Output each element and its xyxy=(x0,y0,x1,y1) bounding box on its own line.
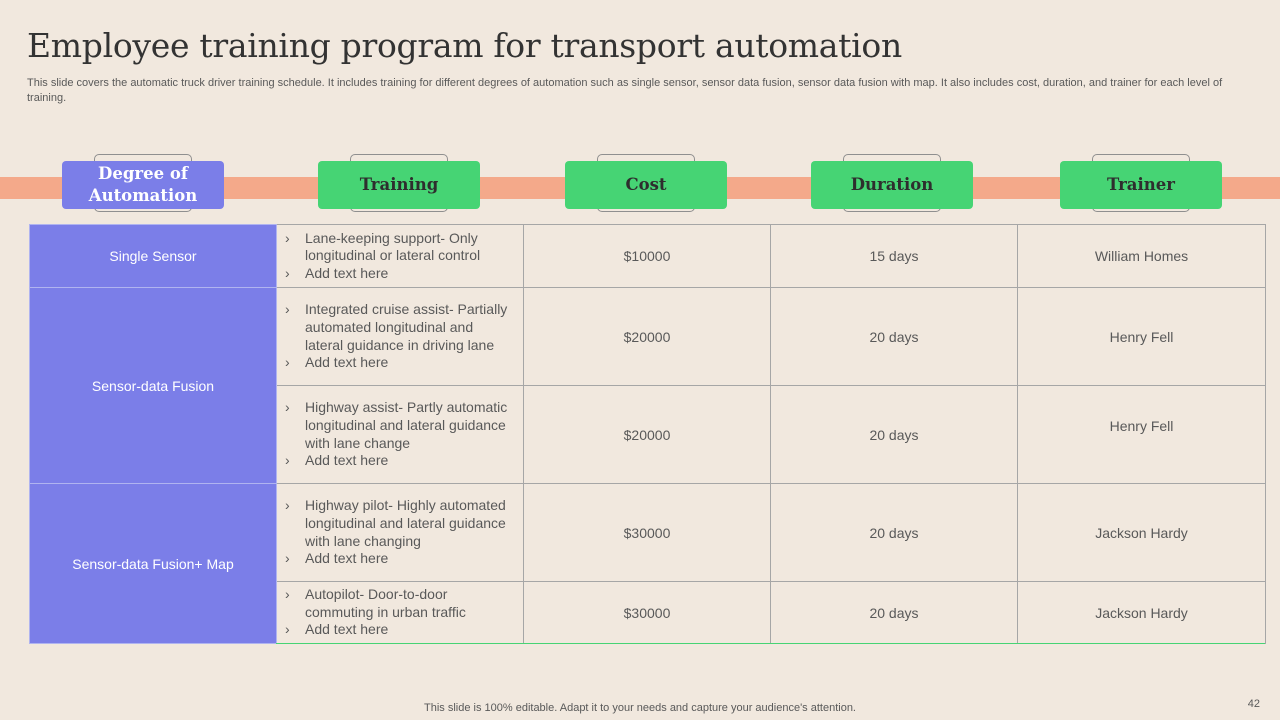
training-text: Highway assist- Partly automatic longitudinal and lateral guidance with lane change xyxy=(305,399,508,451)
cost-cell: $30000 xyxy=(524,484,771,582)
cost-cell: $20000 xyxy=(524,288,771,386)
header-degree xyxy=(62,161,224,209)
table-bottom-accent xyxy=(276,643,1265,644)
chevron-right-icon: › xyxy=(285,621,290,638)
list-item xyxy=(285,399,513,452)
list-item xyxy=(285,550,513,568)
chevron-right-icon: › xyxy=(285,586,290,603)
trainer-cell: Jackson Hardy xyxy=(1018,582,1266,644)
chevron-right-icon: › xyxy=(285,229,290,246)
header-training-label: Training xyxy=(359,175,439,194)
list-item xyxy=(285,301,513,354)
list-item xyxy=(285,497,513,550)
training-text: Integrated cruise assist- Partially automated longitudinal and lateral guidance in driving lane xyxy=(305,301,508,353)
header-cost-label: Cost xyxy=(625,175,667,194)
duration-cell: 20 days xyxy=(771,484,1018,582)
slide-footer: This slide is 100% editable. Adapt it to your needs and capture your audience's attention. xyxy=(424,702,856,714)
training-text: Lane-keeping support- Only longitudinal or lateral control xyxy=(305,229,481,264)
duration-cell: 15 days xyxy=(771,225,1018,288)
list-item xyxy=(285,621,513,639)
training-table xyxy=(29,224,1266,644)
chevron-right-icon: › xyxy=(285,354,290,371)
training-text: Autopilot- Door-to-door commuting in urban traffic xyxy=(305,586,466,620)
cost-cell: $30000 xyxy=(524,582,771,644)
duration-cell: 20 days xyxy=(771,582,1018,644)
chevron-right-icon: › xyxy=(285,497,290,514)
degree-cell: Sensor-data Fusion xyxy=(30,288,277,484)
list-item xyxy=(285,354,513,372)
header-trainer xyxy=(1060,161,1222,209)
training-text: Add text here xyxy=(305,621,389,638)
training-text: Add text here xyxy=(305,550,389,567)
duration-cell: 20 days xyxy=(771,288,1018,386)
table-row xyxy=(30,288,1266,386)
training-cell xyxy=(277,225,524,288)
chevron-right-icon: › xyxy=(285,264,290,281)
degree-cell: Sensor-data Fusion+ Map xyxy=(30,484,277,644)
chevron-right-icon: › xyxy=(285,550,290,567)
training-text: Highway pilot- Highly automated longitudinal and lateral guidance with lane changing xyxy=(305,497,506,549)
slide-subtitle: This slide covers the automatic truck driver training schedule. It includes training for different degrees of automation such as single sensor, sensor data fusion, sensor data fusion with map. It also includes cost, duration, and trainer for each level of training. xyxy=(27,77,1223,104)
training-text: Add text here xyxy=(305,354,389,371)
header-cost xyxy=(565,161,727,209)
slide-title: Employee training program for transport automation xyxy=(27,26,902,65)
page-number: 42 xyxy=(1247,698,1260,710)
header-training xyxy=(318,161,480,209)
list-item xyxy=(285,452,513,470)
trainer-cell: Jackson Hardy xyxy=(1018,484,1266,582)
cost-cell: $20000 xyxy=(524,386,771,484)
header-degree-label: Degree of Automation xyxy=(88,164,198,205)
trainer-cell: Henry Fell xyxy=(1018,386,1266,484)
trainer-cell: Henry Fell xyxy=(1018,288,1266,386)
list-item xyxy=(285,230,513,265)
header-trainer-label: Trainer xyxy=(1107,175,1175,194)
duration-cell: 20 days xyxy=(771,386,1018,484)
cost-cell: $10000 xyxy=(524,225,771,288)
chevron-right-icon: › xyxy=(285,301,290,318)
list-item xyxy=(285,586,513,621)
training-cell xyxy=(277,582,524,644)
training-text: Add text here xyxy=(305,452,389,469)
training-cell xyxy=(277,386,524,484)
training-cell xyxy=(277,288,524,386)
header-duration-label: Duration xyxy=(850,175,934,194)
training-cell xyxy=(277,484,524,582)
degree-cell: Single Sensor xyxy=(30,225,277,288)
chevron-right-icon: › xyxy=(285,452,290,469)
chevron-right-icon: › xyxy=(285,399,290,416)
trainer-cell: William Homes xyxy=(1018,225,1266,288)
table-row xyxy=(30,225,1266,288)
list-item xyxy=(285,265,513,283)
header-duration xyxy=(811,161,973,209)
table-row xyxy=(30,484,1266,582)
training-text: Add text here xyxy=(305,264,389,281)
